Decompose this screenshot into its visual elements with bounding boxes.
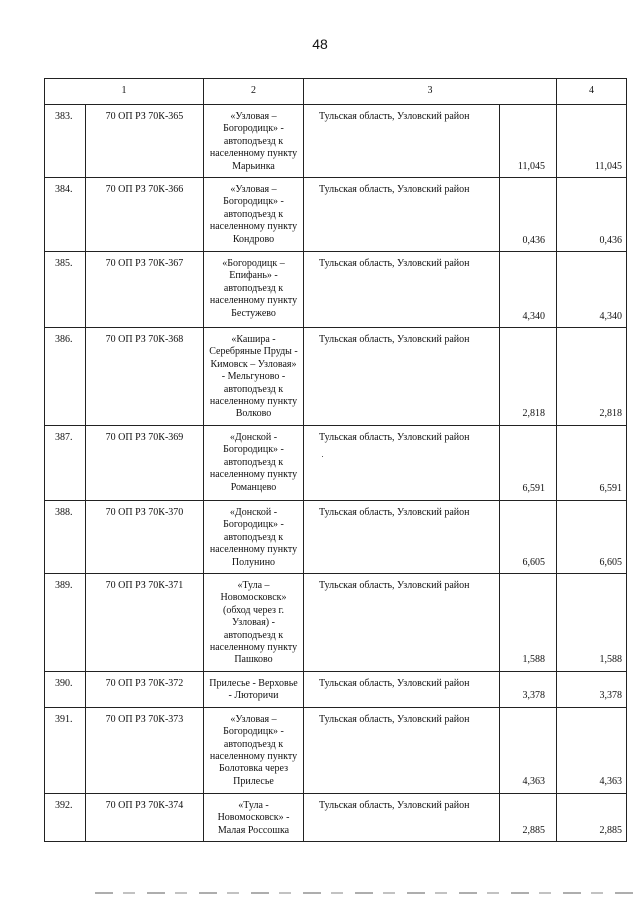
header-row [45, 79, 627, 105]
road-length: 6,591 [500, 425, 557, 500]
road-code: 70 ОП РЗ 70К-369 [86, 425, 204, 500]
road-code: 70 ОП РЗ 70К-368 [86, 328, 204, 426]
road-length: 4,340 [500, 252, 557, 328]
road-length-total: 0,436 [557, 178, 627, 252]
header-col-2: 2 [204, 79, 304, 105]
road-length-total: 6,605 [557, 500, 627, 573]
road-length: 2,818 [500, 328, 557, 426]
road-location: Тульская область, Узловский район [304, 328, 500, 426]
road-code: 70 ОП РЗ 70К-373 [86, 707, 204, 793]
road-length: 4,363 [500, 707, 557, 793]
road-length: 11,045 [500, 105, 557, 178]
table-row [45, 707, 627, 793]
road-name: Прилесье - Верховье - Люторичи [204, 671, 304, 707]
road-length: 3,378 [500, 671, 557, 707]
road-code: 70 ОП РЗ 70К-371 [86, 573, 204, 671]
road-location: Тульская область, Узловский район [304, 793, 500, 841]
road-location: Тульская область, Узловский район [304, 573, 500, 671]
road-name: «Тула - Новомосковск» - Малая Россошка [204, 793, 304, 841]
table-body [45, 105, 627, 842]
header-col-1: 1 [45, 79, 204, 105]
road-length-total: 1,588 [557, 573, 627, 671]
road-location: Тульская область, Узловский район [304, 500, 500, 573]
table-row [45, 500, 627, 573]
road-length: 6,605 [500, 500, 557, 573]
road-name: «Тула – Новомосковск» (обход через г. Узловая) - автоподъезд к населенному пункту Пашково [204, 573, 304, 671]
road-code: 70 ОП РЗ 70К-365 [86, 105, 204, 178]
road-length-total: 2,885 [557, 793, 627, 841]
table-header [45, 79, 627, 105]
road-code: 70 ОП РЗ 70К-372 [86, 671, 204, 707]
road-length-total: 4,363 [557, 707, 627, 793]
table-row [45, 178, 627, 252]
scan-artifact-bottom [95, 892, 635, 894]
road-code: 70 ОП РЗ 70К-374 [86, 793, 204, 841]
row-number: 392. [45, 793, 86, 841]
scan-speck [322, 456, 323, 457]
table-row [45, 793, 627, 841]
road-location: Тульская область, Узловский район [304, 105, 500, 178]
road-length-total: 2,818 [557, 328, 627, 426]
table-row [45, 573, 627, 671]
page-number: 48 [312, 36, 328, 52]
row-number: 389. [45, 573, 86, 671]
row-number: 383. [45, 105, 86, 178]
row-number: 388. [45, 500, 86, 573]
road-length-total: 6,591 [557, 425, 627, 500]
row-number: 390. [45, 671, 86, 707]
row-number: 391. [45, 707, 86, 793]
road-name: «Узловая – Богородицк» - автоподъезд к населенному пункту Болотовка через Прилесье [204, 707, 304, 793]
row-number: 384. [45, 178, 86, 252]
road-code: 70 ОП РЗ 70К-367 [86, 252, 204, 328]
table-row [45, 425, 627, 500]
road-code: 70 ОП РЗ 70К-366 [86, 178, 204, 252]
table-row [45, 671, 627, 707]
road-length-total: 3,378 [557, 671, 627, 707]
road-length: 2,885 [500, 793, 557, 841]
header-col-3: 3 [304, 79, 557, 105]
table-row [45, 328, 627, 426]
road-name: «Узловая – Богородицк» - автоподъезд к населенному пункту Марьинка [204, 105, 304, 178]
road-length: 1,588 [500, 573, 557, 671]
row-number: 386. [45, 328, 86, 426]
table-row [45, 252, 627, 328]
table-row [45, 105, 627, 178]
road-name: «Узловая – Богородицк» - автоподъезд к населенному пункту Кондрово [204, 178, 304, 252]
road-length: 0,436 [500, 178, 557, 252]
road-location: Тульская область, Узловский район [304, 252, 500, 328]
road-name: «Богородицк – Епифань» - автоподъезд к населенному пункту Бестужево [204, 252, 304, 328]
road-code: 70 ОП РЗ 70К-370 [86, 500, 204, 573]
road-name: «Донской - Богородицк» - автоподъезд к населенному пункту Полунино [204, 500, 304, 573]
road-registry-table [44, 78, 627, 842]
road-name: «Донской - Богородицк» - автоподъезд к населенному пункту Романцево [204, 425, 304, 500]
road-length-total: 4,340 [557, 252, 627, 328]
road-length-total: 11,045 [557, 105, 627, 178]
road-location: Тульская область, Узловский район [304, 178, 500, 252]
road-location: Тульская область, Узловский район [304, 707, 500, 793]
road-name: «Кашира - Серебряные Пруды - Кимовск – Узловая» - Мельгуново - автоподъезд к населенному пункту Волково [204, 328, 304, 426]
row-number: 387. [45, 425, 86, 500]
row-number: 385. [45, 252, 86, 328]
road-location: Тульская область, Узловский район [304, 425, 500, 500]
header-col-4: 4 [557, 79, 627, 105]
road-location: Тульская область, Узловский район [304, 671, 500, 707]
